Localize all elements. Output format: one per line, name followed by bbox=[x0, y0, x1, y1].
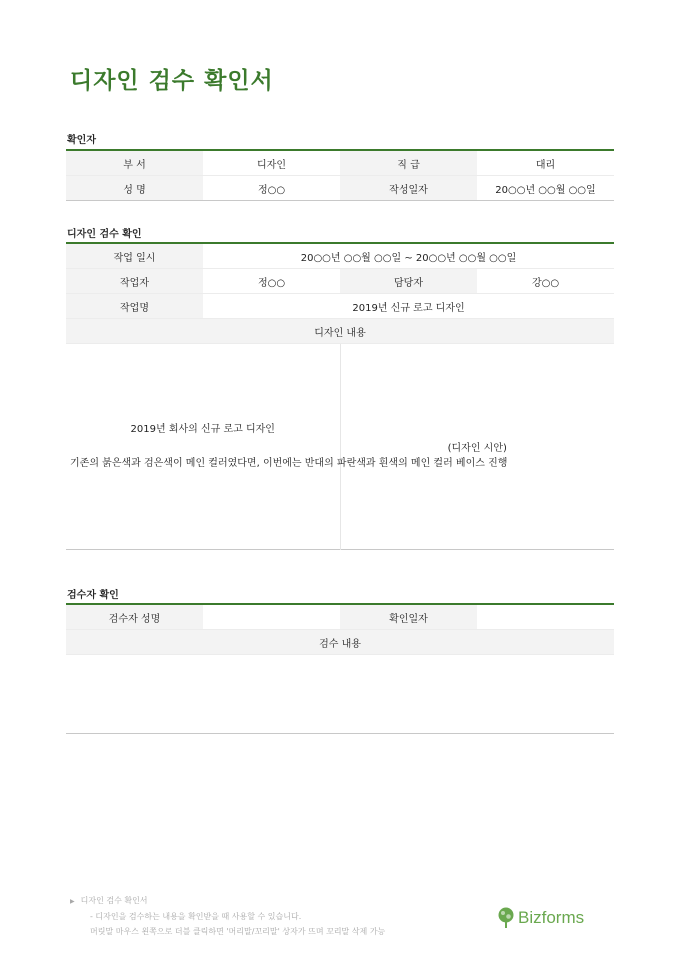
bizforms-logo bbox=[497, 907, 584, 929]
confirm-date-value[interactable] bbox=[477, 604, 614, 630]
content-line: 기존의 붉은색과 검은색이 메인 컬러였다면, 이번에는 반대의 파란색과 흰색의 메인 컬러 베이스 진행 bbox=[70, 458, 508, 469]
job-label: 작업명 bbox=[66, 294, 203, 319]
inspector-name-label: 검수자 성명 bbox=[66, 604, 203, 630]
name-value[interactable]: 정○○ bbox=[257, 184, 286, 196]
inspector-heading: 검수자 확인 bbox=[67, 590, 119, 601]
worker-value[interactable]: 정○○ bbox=[203, 269, 340, 294]
inspection-content-area[interactable] bbox=[66, 655, 614, 734]
table-row bbox=[66, 294, 614, 319]
footer-note bbox=[70, 893, 385, 939]
job-value[interactable]: 2019년 신규 로고 디자인 bbox=[203, 294, 614, 319]
footer-line: - 디자인을 검수하는 내용을 확인받을 때 사용할 수 있습니다. bbox=[90, 912, 302, 921]
content-line: 2019년 회사의 신규 로고 디자인 bbox=[130, 424, 275, 435]
table-row bbox=[66, 243, 614, 269]
name-label: 성 명 bbox=[66, 176, 203, 201]
design-draft-area[interactable]: (디자인 시안) bbox=[447, 443, 507, 454]
worker-label: 작업자 bbox=[66, 269, 203, 294]
dept-value[interactable]: 디자인 bbox=[203, 150, 340, 176]
write-date-value[interactable]: 20○○년 ○○월 ○○일 bbox=[495, 184, 596, 196]
period-value[interactable]: 20○○년 ○○월 ○○일 ~ 20○○년 ○○월 ○○일 bbox=[203, 243, 614, 269]
inspector-name-value[interactable] bbox=[203, 604, 340, 630]
manager-value[interactable]: 강○○ bbox=[477, 269, 614, 294]
footer-line: 머릿말 마우스 왼쪽으로 더블 클릭하면 '머리말/꼬리말' 상자가 뜨며 꼬리말 삭제 가능 bbox=[90, 927, 386, 936]
dept-label: 부 서 bbox=[66, 150, 203, 176]
design-heading: 디자인 검수 확인 bbox=[67, 229, 142, 240]
confirm-date-label: 확인일자 bbox=[340, 604, 477, 630]
table-row bbox=[66, 269, 614, 294]
manager-label: 담당자 bbox=[340, 269, 477, 294]
inspection-content-label: 검수 내용 bbox=[66, 630, 614, 655]
table-row bbox=[66, 630, 614, 655]
document-title: 디자인 검수 확인서 bbox=[70, 68, 274, 94]
table-row bbox=[66, 344, 614, 550]
design-content-label: 디자인 내용 bbox=[66, 319, 614, 344]
logo-text: Bizforms bbox=[518, 908, 585, 927]
table-row bbox=[66, 604, 614, 630]
confirmer-table bbox=[66, 149, 614, 201]
footer-title: 디자인 검수 확인서 bbox=[80, 896, 148, 905]
period-label: 작업 일시 bbox=[66, 243, 203, 269]
rank-value[interactable]: 대리 bbox=[477, 150, 614, 176]
bullet-icon: ▶ bbox=[70, 898, 75, 905]
confirmer-heading: 확인자 bbox=[67, 135, 96, 146]
table-row bbox=[66, 655, 614, 734]
rank-label: 직 급 bbox=[340, 150, 477, 176]
table-row bbox=[66, 150, 614, 176]
table-row bbox=[66, 319, 614, 344]
write-date-label: 작성일자 bbox=[340, 176, 477, 201]
design-table bbox=[66, 242, 614, 550]
tree-icon bbox=[497, 907, 515, 929]
table-row bbox=[66, 176, 614, 201]
inspector-table bbox=[66, 603, 614, 734]
